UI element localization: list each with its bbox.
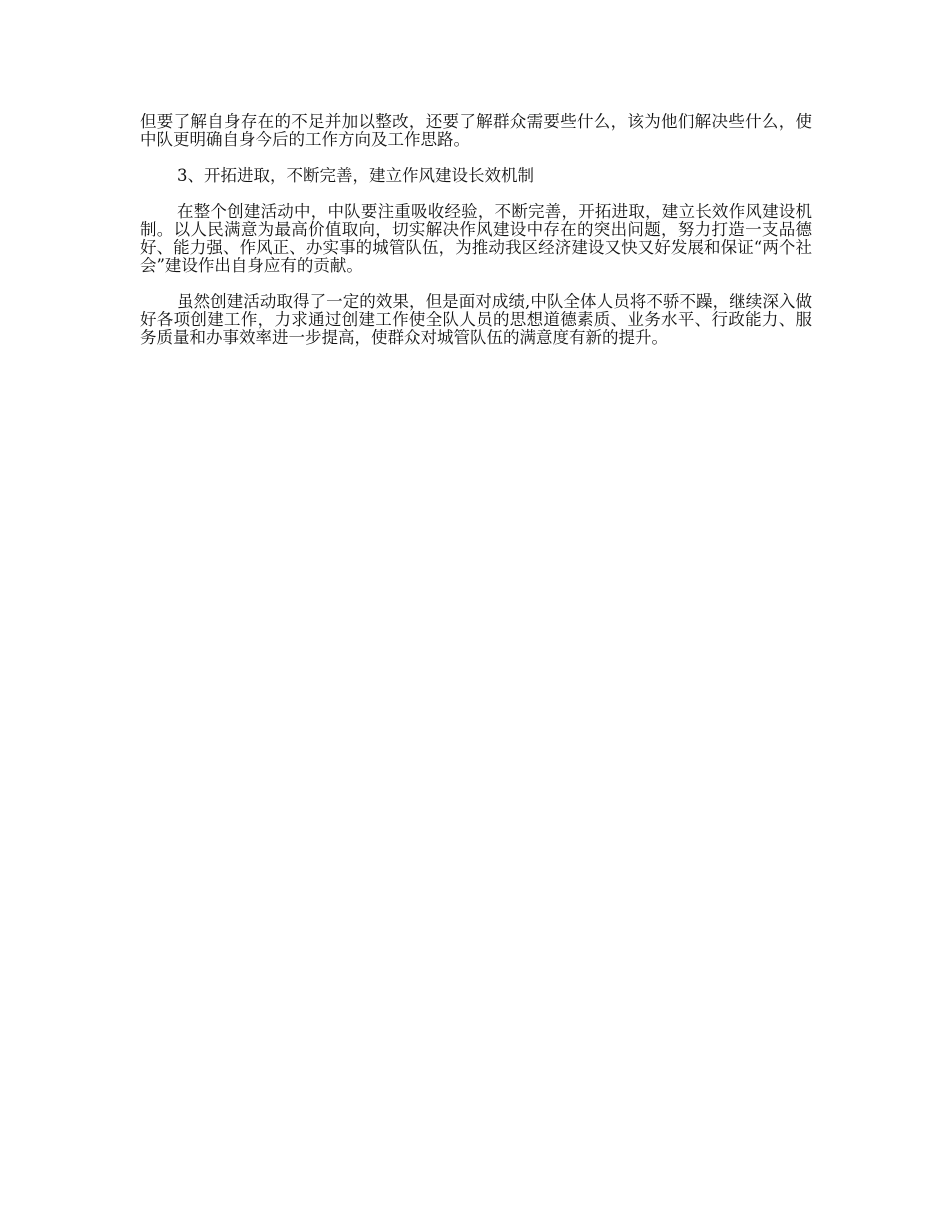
paragraph-mechanism: 在整个创建活动中，中队要注重吸收经验，不断完善，开拓进取，建立长效作风建设机制。以人民满意为最高价值取向，切实解决作风建设中存在的突出问题，努力打造一支品德好、能力强、作风正、办实事的城管队伍，为推动我区经济建设又快又好发展和保证“两个社会”建设作出自身应有的贡献。 [140, 202, 812, 275]
paragraph-continuation: 但要了解自身存在的不足并加以整改，还要了解群众需要些什么，该为他们解决些什么，使中队更明确自身今后的工作方向及工作思路。 [140, 112, 812, 149]
paragraph-conclusion: 虽然创建活动取得了一定的效果，但是面对成绩,中队全体人员将不骄不躁，继续深入做好各项创建工作，力求通过创建工作使全队人员的思想道德素质、业务水平、行政能力、服务质量和办事效率进一步提高，使群众对城管队伍的满意度有新的提升。 [140, 292, 812, 347]
section-heading-3: 3、开拓进取，不断完善，建立作风建设长效机制 [177, 166, 534, 185]
document-body [140, 113, 812, 347]
